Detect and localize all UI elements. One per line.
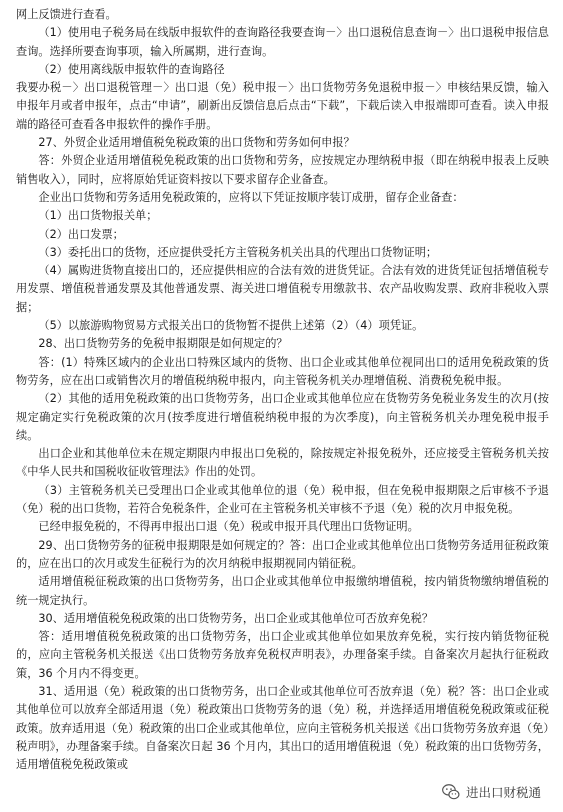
answer-paragraph: 答：适用增值税免税政策的出口货物劳务，出口企业或其他单位如果放弃免税，实行按内销货物征税的，应向主管税务机关报送《出口货物劳务放弃免税权声明表》，办理备案手续。自备案次月起执行征税政策，36 个月内不得变更。 bbox=[16, 630, 549, 680]
document-body bbox=[16, 6, 549, 774]
list-item: （2）出口发票； bbox=[38, 227, 124, 241]
question-heading: 30、适用增值税免税政策的出口货物劳务，出口企业或其他单位可否放弃免税？ bbox=[38, 611, 434, 625]
question-heading: 31、适用退（免）税政策的出口货物劳务，出口企业或其他单位可否放弃退（免）税？答：出口企业或其他单位可以放弃全部适用退（免）税政策出口货物劳务的退（免）税，并选择适用增值税免税政策或征税政策。放弃适用退（免）税政策的出口企业或其他单位，应向主管税务机关报送《出口货物劳务放弃退（免）税声明》，办理备案手续。自备案次日起 36 个月内，其出口的适用增值税退（免）税政策的出口货物劳务，适用增值税免税政策或 bbox=[16, 684, 549, 772]
watermark-text: 进出口财税通 bbox=[465, 785, 541, 800]
paragraph: 已经申报免税的，不得再申报出口退（免）税或申报开具代理出口货物证明。 bbox=[38, 520, 419, 534]
paragraph: （2）使用离线版申报软件的查询路径 bbox=[38, 62, 225, 76]
question-heading: 27、外贸企业适用增值税免税政策的出口货物和劳务如何申报？ bbox=[38, 136, 355, 150]
paragraph: 出口企业和其他单位未在规定期限内申报出口免税的，除按规定补报免税外，还应接受主管税务机关按《中华人民共和国税收征收管理法》作出的处罚。 bbox=[16, 447, 549, 479]
answer-paragraph: 答：(1）特殊区域内的企业出口特殊区域内的货物、出口企业或其他单位视同出口的适用免税政策的货物劳务，应在出口或销售次月的增值税纳税申报内，向主管税务机关办理增值税、消费税免税申报。 bbox=[16, 355, 549, 387]
paragraph: 适用增值税征税政策的出口货物劳务，出口企业或其他单位申报缴纳增值税，按内销货物缴纳增值税的统一规定执行。 bbox=[16, 575, 549, 607]
wechat-icon bbox=[441, 782, 461, 802]
answer-paragraph: 答：外贸企业适用增值税免税政策的出口货物和劳务，应按规定办理纳税申报（即在纳税申报表上反映销售收入），同时，应将原始凭证资料按以下要求留存企业备查。 bbox=[16, 154, 549, 186]
paragraph: 企业出口货物和劳务适用免税政策的，应将以下凭证按顺序装订成册，留存企业备查： bbox=[38, 190, 464, 204]
paragraph: （2）其他的适用免税政策的出口货物劳务，出口企业或其他单位应在货物劳务免税业务发生的次月(按规定确定实行免税政策的次月(按季度进行增值税纳税申报的为次季度)，向主管税务机关办理免税申报手续。 bbox=[16, 392, 549, 442]
paragraph: 我要办税－〉出口退税管理－〉出口退（免）税申报－〉出口货物劳务免退税申报－〉申核结果反馈，输入申报年月或者申报年，点击“申请”，刷新出反馈信息后点击“下载”，下载后读入申报端即可查看。读入申报端的路径可查看各申报软件的操作手册。 bbox=[16, 81, 549, 131]
list-item: （1）出口货物报关单； bbox=[38, 209, 158, 223]
paragraph: （1）使用电子税务局在线版申报软件的查询路径我要查询－〉出口退税信息查询－〉出口退税申报信息查询。选择所要查询事项，输入所属期，进行查询。 bbox=[16, 26, 549, 58]
list-item: （3）委托出口的货物，还应提供受托方主管税务机关出具的代理出口货物证明； bbox=[38, 245, 438, 259]
paragraph: 网上反馈进行查看。 bbox=[16, 8, 117, 21]
paragraph: （3）主管税务机关已受理出口企业或其他单位的退（免）税申报，但在免税申报期限之后审核不予退（免）税的出口货物，若符合免税条件，企业可在主管税务机关审核不予退（免）税的次月申报免税。 bbox=[16, 483, 549, 516]
question-heading: 29、出口货物劳务的征税申报期限是如何规定的？答：出口企业或其他单位出口货物劳务适用征税政策的，应在出口的次月或发生征税行为的次月纳税申报期视同内销征税。 bbox=[16, 538, 549, 570]
list-item: （4）属购进货物直接出口的，还应提供相应的合法有效的进货凭证。合法有效的进货凭证包括增值税专用发票、增值税普通发票及其他普通发票、海关进口增值税专用缴款书、农产品收购发票、政府非税收入票据； bbox=[16, 264, 549, 314]
question-heading: 28、出口货物劳务的免税申报期限是如何规定的？ bbox=[38, 337, 288, 351]
watermark bbox=[437, 780, 545, 804]
list-item: （5）以旅游购物贸易方式报关出口的货物暂不提供上述第（2）（4）项凭证。 bbox=[38, 319, 424, 333]
